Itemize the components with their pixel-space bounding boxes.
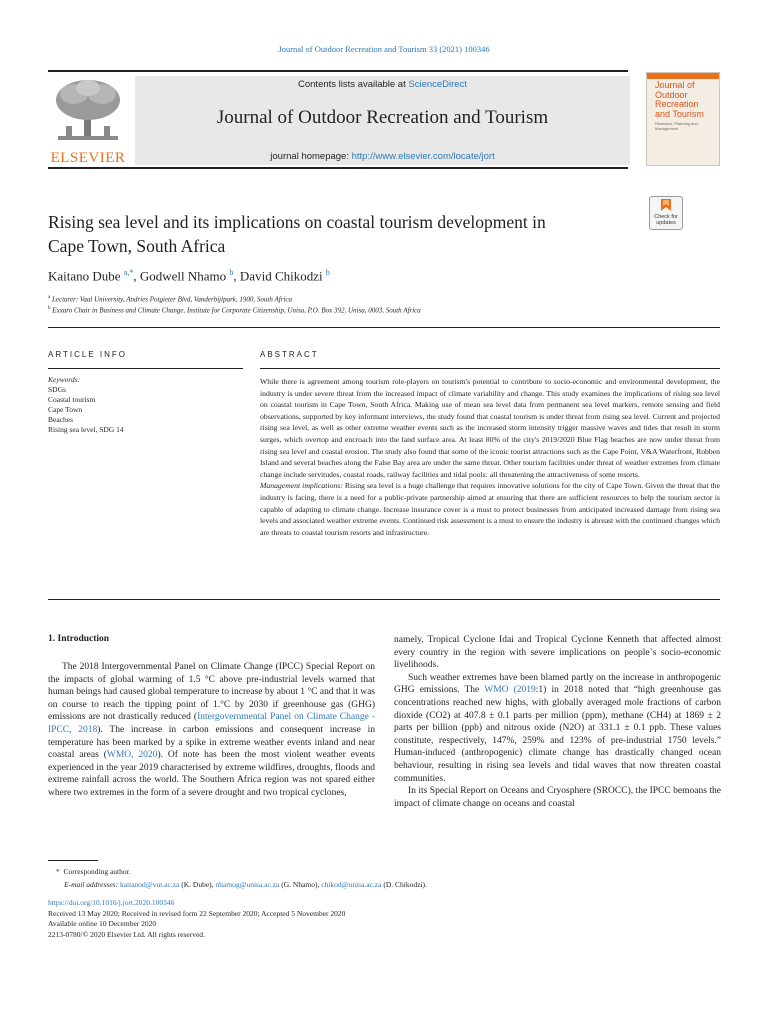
management-implications-text: Rising sea level is a huge challenge that requires innovative solutions for the city of Cape Town. Given the threat that the industry is facing, there is a need for a public-private partnership aimed at ensuring that there are sufficient resources to help the tourism sector is capable of adapting to climate change. Increase insurance cover is a must to protect businesses from anticipated increased damage from rising sea levels and associated weather extreme events. Continued risk assessment is a must to ensure the industry is abreast with the continued changes which are threats to coastal tourism resorts and infrastructure. (260, 481, 720, 537)
author-separator: , (233, 268, 240, 284)
cover-title-line: Outdoor (655, 89, 688, 100)
keyword: Beaches (48, 415, 73, 424)
author-name: David Chikodzi (239, 268, 323, 284)
email-owner: (G. Nhamo), (279, 880, 322, 889)
body-column-right (394, 634, 721, 810)
body-paragraph (394, 672, 721, 785)
author-affil-marks[interactable]: b (325, 268, 330, 277)
publication-info (48, 898, 345, 940)
contents-prefix: Contents lists available at (298, 79, 409, 90)
cover-subtitle: Research, Planning and Management (655, 121, 698, 131)
contents-line (135, 79, 630, 90)
affiliation-a (48, 295, 728, 303)
section-rule (48, 327, 720, 328)
title-line: Cape Town, South Africa (48, 236, 226, 256)
asterisk-mark: * (56, 867, 60, 876)
author-affil-marks[interactable]: b (229, 268, 234, 277)
article-info-rule (48, 368, 243, 369)
abstract-bottom-rule (48, 599, 720, 600)
corresponding-author-note (56, 867, 736, 876)
email-link[interactable]: kaitanod@vut.ac.za (119, 880, 180, 889)
body-paragraph (48, 661, 375, 800)
body-text: The 2018 Intergovernmental Panel on Climate Change (IPCC) Special Report on the impacts of global warming of 1.5 °C above pre-industrial levels warned that human beings had caused global temperature to increase by about 1 °C and that it was on course to reach the tipping point of 1.°C by 2030 if greenhouse gas (GHG) emissions are not drastically reduced ( (48, 662, 375, 723)
body-paragraph: namely, Tropical Cyclone Idai and Tropical Cyclone Kenneth that affected almost every country in the region with severe implications on people`s socio-economic livelihoods. (394, 635, 721, 671)
article-info-heading: ARTICLE INFO (48, 350, 127, 359)
keyword: Rising sea level, SDG 14 (48, 425, 124, 434)
affiliation-text: Exxaro Chair in Business and Climate Change, Institute for Corporate Citizenship, Unisa, P.O. Box 392, Unisa, 0003, South Africa (52, 306, 421, 315)
sciencedirect-link[interactable]: ScienceDirect (408, 79, 467, 90)
received-dates: Received 13 May 2020; Received in revised form 22 September 2020; Accepted 5 November 2020 (48, 908, 346, 918)
issn-copyright: 2213-0780/© 2020 Elsevier Ltd. All rights reserved. (48, 929, 205, 939)
affiliation-b (48, 306, 728, 314)
abstract-rule (260, 368, 720, 369)
body-paragraph: In its Special Report on Oceans and Cryosphere (SROCC), the IPCC bemoans the impact of climate change on oceans and coastal (394, 786, 721, 809)
header-top-rule (48, 70, 628, 72)
email-label: E-mail addresses: (64, 880, 119, 889)
badge-label-line: Check for (654, 214, 678, 220)
author-list (48, 268, 648, 284)
footnote-rule (48, 860, 98, 861)
title-line: Rising sea level and its implications on coastal tourism development in (48, 212, 546, 232)
affiliation-text: Lecturer: Vaal University, Andries Potgieter Blvd, Vanderbijlpark, 1900, South Africa (51, 295, 292, 304)
doi-link[interactable]: https://doi.org/10.1016/j.jort.2020.100346 (48, 898, 175, 907)
keyword: Coastal tourism (48, 395, 96, 404)
running-head[interactable]: Journal of Outdoor Recreation and Tourism 33 (2021) 100346 (278, 44, 490, 54)
publisher-wordmark[interactable]: ELSEVIER (50, 150, 126, 166)
abstract-text (260, 376, 720, 538)
keywords-list (48, 385, 124, 435)
journal-cover-thumbnail[interactable] (646, 72, 720, 166)
email-addresses (64, 880, 744, 889)
keywords-label: Keywords: (48, 375, 81, 384)
management-implications (260, 480, 720, 538)
homepage-prefix: journal homepage: (270, 151, 352, 162)
author-separator: , (133, 268, 140, 284)
affiliation-mark: a (48, 295, 51, 300)
cover-title-line: and Tourism (655, 108, 704, 119)
section-heading-introduction: 1. Introduction (48, 634, 110, 644)
management-implications-label: Management implications: (260, 481, 343, 491)
keyword: Cape Town (48, 405, 83, 414)
email-owner: (D. Chikodzi). (381, 880, 427, 889)
body-text: ). The increase in carbon emissions and consequent increase in temperature has been marked by a spike in extreme weather events inland and near coastal areas ( (48, 724, 375, 761)
body-text: ). Of note has been the most violent weather events experienced in the year 2019 characterised by extreme wildfires, droughts, floods and extreme rainfall across the world. The Southern Africa region was not spared either where two extremes in the form of a severe drought and two tropical cyclones, (48, 750, 375, 798)
cover-band (647, 73, 719, 79)
corresponding-text: Corresponding author. (63, 867, 131, 876)
author-name: Kaitano Dube (48, 268, 121, 284)
bookmark-icon (650, 197, 682, 213)
citation-link[interactable]: Intergovernmental Panel on Climate Change - IPCC, 2018 (48, 712, 375, 735)
author-affil-marks[interactable]: a,* (123, 268, 134, 277)
body-text: Such weather extremes have been blamed partly on the increase in anthropogenic GHG emissions. The (394, 672, 721, 696)
cover-title-line: Recreation (655, 99, 699, 109)
author-name: Godwell Nhamo (139, 268, 227, 284)
email-owner: (K. Dube), (179, 880, 216, 889)
article-title (48, 210, 628, 258)
available-online: Available online 10 December 2020 (48, 919, 157, 928)
homepage-line (135, 151, 630, 162)
check-for-updates-label[interactable] (649, 214, 683, 226)
journal-title: Journal of Outdoor Recreation and Tourism (216, 107, 549, 128)
cover-title (655, 81, 717, 119)
header-bottom-rule (48, 167, 628, 169)
body-column-left (48, 661, 375, 800)
abstract-heading: ABSTRACT (260, 350, 319, 359)
citation-link[interactable]: WMO, 2020 (106, 750, 158, 761)
cover-title-line: Journal of (655, 80, 695, 90)
citation-link[interactable]: WMO (2019 (484, 685, 536, 696)
homepage-link[interactable]: http://www.elsevier.com/locate/jort (351, 151, 495, 162)
abstract-paragraph: While there is agreement among tourism role-players on tourism's potential to contribute to socio-economic and environmental development, the industry is under severe threat from the increased impact of climate variability and change. This study examines the implications of rising sea level on coastal tourism in Cape Town, South Africa. Making use of mean sea level data from permanent sea level markers, remote sensing and field observations, supported by key informant interviews, the study found that coastal tourism is under threat from rising sea level. Current and projected rising sea level, as well as other extreme weather events such as the increased storm intensity trigger massive waves and tides that result in storm surges, which overtop and encroach into the land surface area. At least 80% of the city's 2019/2020 Blue Flag beaches are now under threat from rising sea level and coastal erosion. The study also found that some of the iconic tourist attractions such as the Cape Point, V&A Waterfront, Robben Island and several beaches along the False Bay area are under the same threat. Other tourism facilities under threat of weather extremes from climate change include servitudes, coastal roads, railway facilities and tidal pools: all threatening the attractiveness of some resorts. (260, 377, 720, 479)
email-link[interactable]: chikod@unisa.ac.za (321, 880, 382, 889)
body-text: :1) in 2018 noted that “high greenhouse gas concentrations reached new highs, with globally averaged mole fractions of carbon dioxide (CO2) at 407.8 ± 0.1 parts per million (ppm), methane (CH4) at 1869 ± 2 parts per billion (ppb) and nitrous oxide (N2O) at 331.1 ± 0.1 ppb. These values constitute, respectively, 147%, 259% and 123% of pre-industrial 1750 levels.” Human-induced (anthropogenic) climate change has drastically changed ocean behaviour, resulting in rising sea levels and tidal waves that now threaten coastal communities. (394, 685, 721, 784)
keyword: SDGs (48, 385, 66, 394)
badge-label-line: updates (656, 220, 676, 226)
email-link[interactable]: nhamog@unisa.ac.za (215, 880, 280, 889)
affiliation-mark: b (48, 306, 51, 311)
